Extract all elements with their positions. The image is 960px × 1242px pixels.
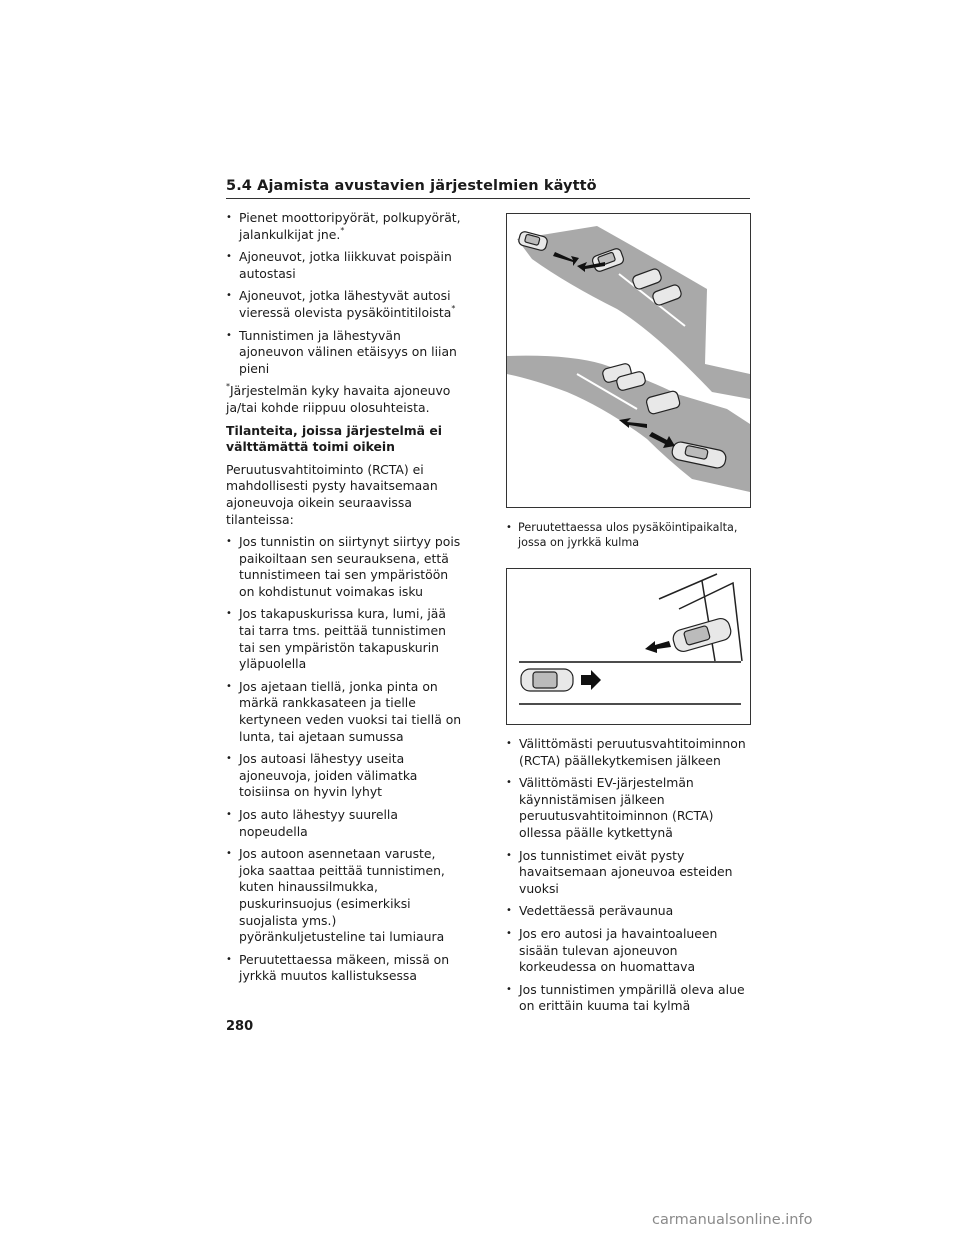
list-item: • Jos tunnistimen ympärillä oleva alue on erittäin kuuma tai kylmä [506,982,756,1015]
list-item [226,249,464,282]
list-item-text: Ajoneuvot, jotka lähestyvät autosi vieressä olevista pysäköintitiloista [239,288,452,320]
slope-illustration [506,213,751,508]
subheading: Tilanteita, joissa järjestelmä ei välttämättä toimi oikein [226,422,442,455]
list-item: • Jos autoon asennetaan varuste, joka saattaa peittää tunnistimen, kuten hinaussilmukka, puskurinsuojus (esimerkiksi suojalista yms.) pyöränkuljetusteline tai lumiaura [226,846,464,946]
left-column [226,210,464,991]
parking-illustration-svg [507,569,750,724]
footnote [226,383,464,416]
list-item: • Jos ajetaan tiellä, jonka pinta on märkä rankkasateen ja tielle kertyneen veden vuoksi tai tiellä on lunta, tai ajetaan sumussa [226,679,464,745]
bullet-list-a [226,210,464,377]
footnote-marker: * [451,303,456,313]
list-item: • Jos tunnistin on siirtynyt siirtyy pois paikoiltaan sen seurauksena, että tunnistimeen tai sen ympäristöön on kohdistunut voimakas isku [226,534,464,600]
list-item-text: Tunnistimen ja lähestyvän ajoneuvon välinen etäisyys on liian pieni [239,327,457,376]
intro-paragraph: Peruutusvahtitoiminto (RCTA) ei mahdollisesti pysty havaitsemaan ajoneuvoja oikein seuraavissa tilanteissa: [226,461,438,527]
caption-item: • Peruutettaessa ulos pysäköintipaikalta, jossa on jyrkkä kulma [506,520,746,550]
parking-illustration [506,568,751,725]
bullet-list-c [506,736,756,1015]
footnote-marker: * [226,382,230,392]
list-item: • Jos tunnistimet eivät pysty havaitsemaan ajoneuvoa esteiden vuoksi [506,848,756,898]
list-item: • Jos takapuskurissa kura, lumi, jää tai tarra tms. peittää tunnistimen tai sen ympäristön takapuskurin yläpuolella [226,606,464,672]
list-item [226,210,464,243]
section-header: 5.4 Ajamista avustavien järjestelmien käyttö [226,178,597,194]
page-number: 280 [226,1019,254,1034]
list-item: • Välittömästi peruutusvahtitoiminnon (RCTA) päällekytkemisen jälkeen [506,736,756,769]
list-item: • Välittömästi EV-järjestelmän käynnistämisen jälkeen peruutusvahtitoiminnon (RCTA) ollessa päälle kytkettynä [506,775,756,841]
arrow-icon [645,641,671,653]
list-item: • Jos auto lähestyy suurella nopeudella [226,807,464,840]
watermark: carmanualsonline.info [652,1212,813,1228]
parked-car-icon [671,616,733,653]
list-item: • Jos ero autosi ja havaintoalueen sisään tulevan ajoneuvon korkeudessa on huomattava [506,926,756,976]
car-icon [521,669,573,691]
header-rule [226,198,750,199]
figure-caption [506,520,746,550]
list-item-text: Pienet moottoripyörät, polkupyörät, jalankulkijat jne. [239,210,461,242]
right-column [506,736,756,1021]
list-item-text: Ajoneuvot, jotka liikkuvat poispäin autostasi [239,249,452,281]
bullet-list-b [226,534,464,985]
footnote-marker: * [340,225,345,235]
footnote-text: Järjestelmän kyky havaita ajoneuvo ja/tai kohde riippuu olosuhteista. [226,383,451,415]
list-item: • Jos autoasi lähestyy useita ajoneuvoja, joiden välimatka toisiinsa on hyvin lyhyt [226,751,464,801]
list-item [226,288,464,321]
list-item: • Peruutettaessa mäkeen, missä on jyrkkä muutos kallistuksessa [226,952,464,985]
arrow-icon [581,670,601,690]
slope-illustration-svg [507,214,750,507]
list-item [226,328,464,378]
list-item: • Vedettäessä perävaunua [506,903,756,920]
car-icon [518,231,549,252]
